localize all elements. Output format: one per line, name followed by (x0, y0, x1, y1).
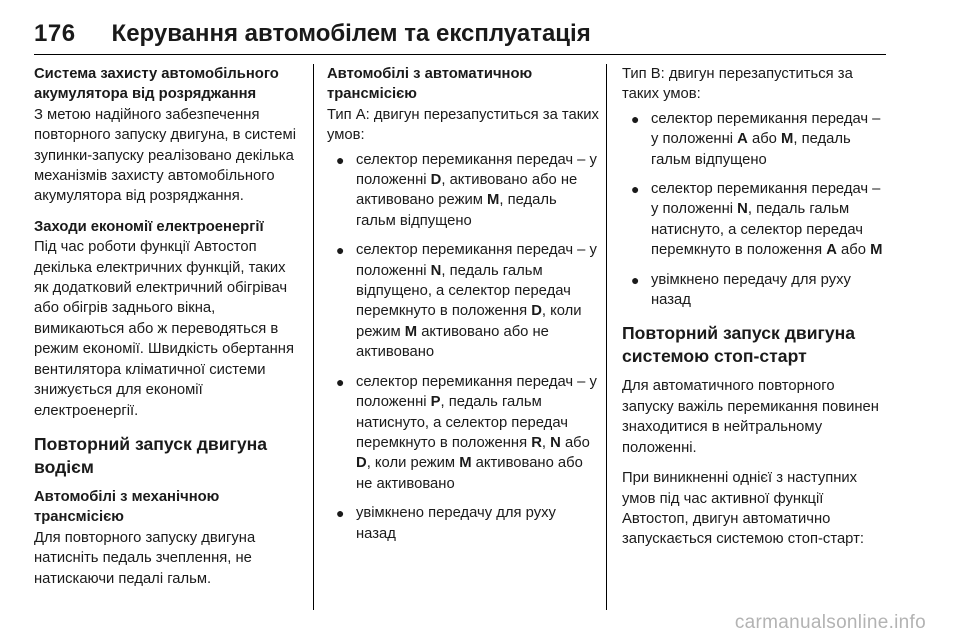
selector-position: A (826, 242, 837, 259)
page-number: 176 (34, 20, 76, 47)
section-heading: Автомобілі з автоматичною трансмісією (327, 66, 533, 103)
selector-position: N (550, 434, 561, 451)
bullet-icon: ● (631, 271, 640, 288)
bullet-icon: ● (631, 181, 640, 198)
section-title: Повторний запуск двигуна водієм (34, 433, 268, 477)
column-3 (622, 64, 884, 550)
paragraph: Під час роботи функції Автостоп декілька електричних функцій, таких як додатковий електричний обігрівач або обігрів заднього вікна, вимикаються або ж переводяться в режим економії. Швидкість обертання вентилятора кліматичної системи знижується для економії електроенергії. (34, 239, 294, 419)
list-text: , педаль гальм відпущено (651, 131, 851, 168)
watermark: carmanualsonline.info (734, 612, 926, 633)
list-item (327, 150, 599, 232)
list-text: , педаль гальм відпущено (356, 192, 557, 229)
list-item (622, 109, 884, 170)
list-text: , (541, 434, 551, 451)
list-text: або (747, 131, 782, 148)
list-item (622, 270, 884, 311)
list-text: , коли режим (366, 455, 460, 472)
bullet-icon: ● (631, 110, 640, 127)
paragraph: З метою надійного забезпечення повторного запуску двигуна, в системі зупинки-запуску реалізовано декілька механізмів захисту автомобільного акумулятора від розряджання. (34, 106, 296, 205)
paragraph: При виникненні однієї з наступних умов під час активної функції Автостоп, двигун автоматично запускається системою стоп-старт: (622, 470, 864, 548)
list-text: селектор перемикання передач – у положенні (356, 242, 597, 279)
bullet-list (622, 109, 884, 311)
list-item (327, 240, 599, 362)
list-text: , педаль гальм натиснуто, а селектор передач перемкнуто в положення (651, 201, 863, 259)
selector-position: R (531, 434, 542, 451)
bullet-icon: ● (336, 242, 345, 259)
selector-position: M (870, 242, 883, 259)
section-heading: Система захисту автомобільного акумулятора від розряджання (34, 66, 279, 103)
list-text: увімкнено передачу для руху назад (651, 271, 851, 309)
column-1 (34, 64, 304, 589)
bullet-icon: ● (336, 151, 345, 168)
list-text: активовано або не активовано (356, 455, 583, 492)
paragraph: Тип A: двигун перезапуститься за таких умов: (327, 106, 599, 144)
paragraph: Для автоматичного повторного запуску важіль перемикання повинен знаходитися в нейтральному положенні. (622, 378, 879, 456)
list-text: , педаль гальм відпущено, а селектор передач перемкнуто в положення (356, 262, 571, 320)
column-divider (313, 64, 314, 610)
selector-position: D (430, 172, 442, 189)
selector-position: A (737, 131, 748, 148)
list-text: селектор перемикання передач – у положенні (356, 373, 597, 411)
list-text: , педаль гальм натиснуто, а селектор передач перемкнуто в положення (356, 394, 568, 451)
bullet-icon: ● (336, 505, 345, 522)
selector-position: M (781, 131, 794, 148)
page-header (34, 14, 886, 55)
selector-position: N (737, 201, 748, 218)
selector-position: M (404, 323, 418, 340)
column-2 (327, 64, 599, 553)
column-divider (606, 64, 607, 610)
list-text: селектор перемикання передач – у положенні (651, 181, 881, 218)
selector-position: M (459, 455, 472, 472)
selector-position: D (356, 455, 367, 472)
list-text: селектор перемикання передач – у положенні (356, 151, 597, 189)
selector-position: M (487, 192, 500, 209)
list-item (327, 503, 599, 544)
bullet-icon: ● (336, 373, 345, 390)
list-text: увімкнено передачу для руху назад (356, 505, 556, 542)
selector-position: P (430, 394, 441, 411)
bullet-list (327, 150, 599, 544)
list-text: або (836, 242, 871, 259)
page-title: Керування автомобілем та експлуатація (111, 20, 591, 47)
selector-position: D (531, 303, 542, 320)
list-text: або (560, 434, 590, 451)
list-text: , коли режим (356, 303, 582, 340)
list-text: активовано або не активовано (356, 323, 549, 361)
list-item (327, 372, 599, 494)
selector-position: N (430, 262, 442, 279)
paragraph: Тип B: двигун перезапуститься за таких умов: (622, 66, 853, 103)
section-heading: Заходи економії електроенергії (34, 218, 264, 235)
section-title: Повторний запуск двигуна системою стоп-старт (622, 323, 856, 367)
list-text: селектор перемикання передач – у положенні (651, 110, 881, 148)
list-item (622, 179, 884, 261)
list-text: , активовано або не активовано режим (356, 172, 578, 209)
section-heading: Автомобілі з механічною трансмісією (34, 488, 220, 526)
paragraph: Для повторного запуску двигуна натисніть педаль зчеплення, не натискаючи педалі гальм. (34, 529, 256, 587)
